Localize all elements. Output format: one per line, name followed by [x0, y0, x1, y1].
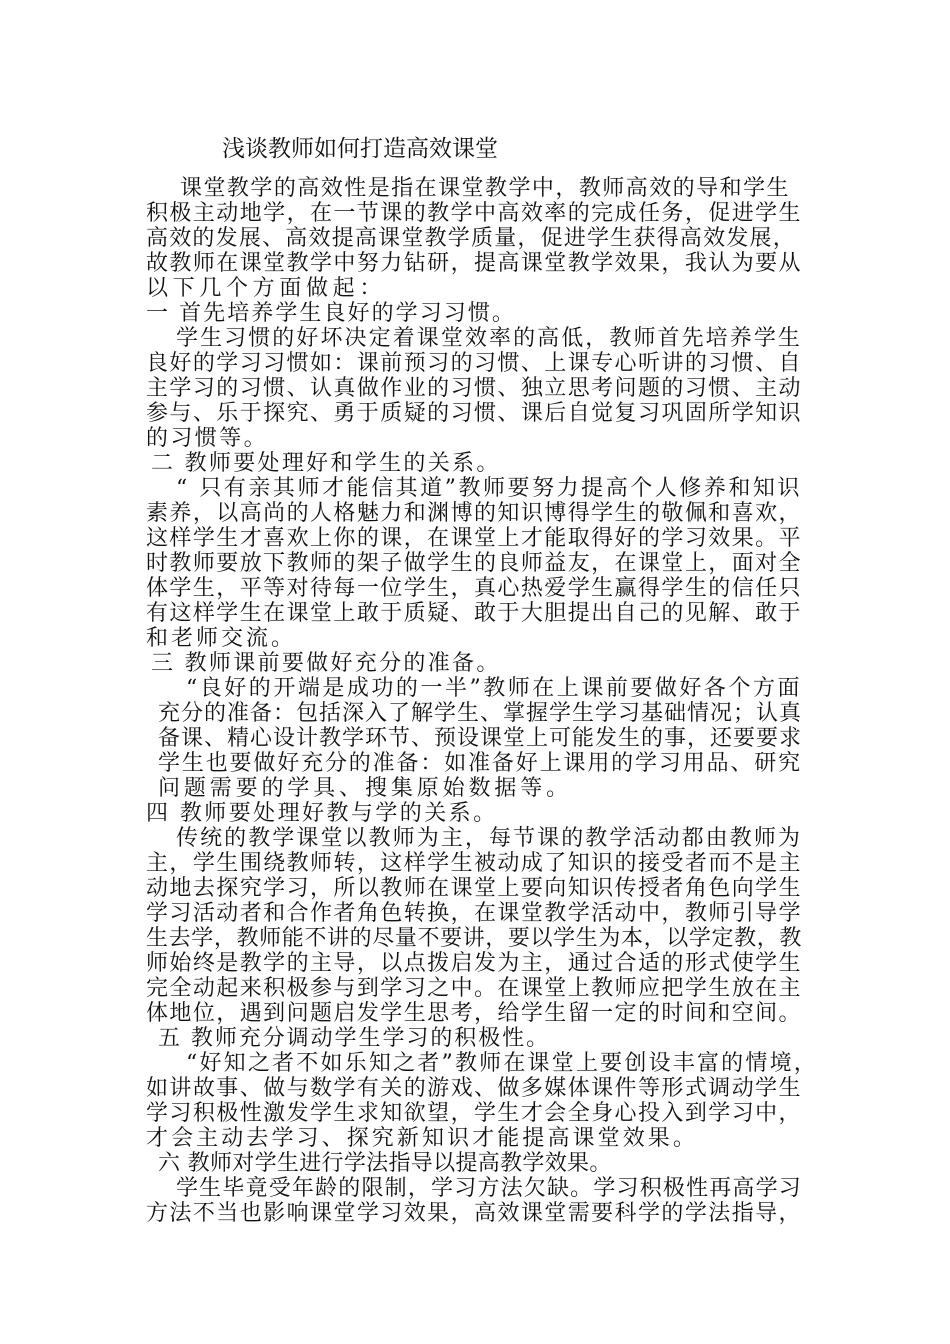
text-line: 学习活动者和合作者角色转换，在课堂教学活动中，教师引导学: [146, 901, 802, 926]
text-line: 和老师交流。: [146, 626, 296, 651]
text-line: 体学生，平等对待每一位学生，真心热爱学生赢得学生的信任只: [146, 576, 802, 601]
text-line: 素养，以高尚的人格魅力和渊博的知识博得学生的敬佩和喜欢，: [146, 501, 802, 526]
text-line: 这样学生才喜欢上你的课，在课堂上才能取得好的学习效果。平: [146, 526, 802, 551]
text-line: 学习积极性激发学生求知欲望，学生才会全身心投入到学习中，: [146, 1101, 802, 1126]
text-line: 积极主动地学，在一节课的教学中高效率的完成任务，促进学生: [146, 201, 802, 226]
text-line: 时教师要放下教师的架子做学生的良师益友，在课堂上，面对全: [146, 551, 802, 576]
text-line: 有这样学生在课堂上敢于质疑、敢于大胆提出自己的见解、敢于: [146, 601, 802, 626]
text-line: 主学习的习惯、认真做作业的习惯、独立思考问题的习惯、主动: [146, 376, 802, 401]
text-line: 以下几个方面做起：: [146, 276, 386, 301]
text-line: 生去学，教师能不讲的尽量不要讲，要以学生为本，以学定教，教: [146, 926, 802, 951]
section-heading: 四 教师要处理好教与学的关系。: [146, 801, 498, 826]
text-line: 课堂教学的高效性是指在课堂教学中，教师高效的导和学生: [180, 176, 790, 201]
section-heading: 二 教师要处理好和学生的关系。: [151, 451, 501, 476]
text-line: 才会主动去学习、探究新知识才能提高课堂效果。: [146, 1126, 698, 1151]
section-heading: 五 教师充分调动学生学习的积极性。: [158, 1026, 551, 1051]
text-line: 良好的学习习惯如：课前预习的习惯、上课专心听讲的习惯、自: [146, 351, 802, 376]
text-line: “ 只有亲其师才能信其道”教师要努力提高个人修养和知识: [176, 476, 802, 501]
text-line: 高效的发展、高效提高课堂教学质量，促进学生获得高效发展，: [146, 226, 796, 251]
text-line: 的习惯等。: [146, 426, 268, 451]
text-line: 故教师在课堂教学中努力钻研，提高课堂教学效果，我认为要从: [146, 251, 802, 276]
text-line: 体地位，遇到问题启发学生思考，给学生留一定的时间和空间。: [146, 1001, 802, 1026]
text-line: 传统的教学课堂以教师为主，每节课的教学活动都由教师为: [176, 826, 802, 851]
text-line: 充分的准备：包括深入了解学生、掌握学生学习基础情况；认真: [158, 701, 802, 726]
text-line: 学生习惯的好坏决定着课堂效率的高低，教师首先培养学生: [176, 326, 802, 351]
text-line: 学生也要做好充分的准备：如准备好上课用的学习用品、研究: [158, 751, 802, 776]
text-line: 完全动起来积极参与到学习之中。在课堂上教师应把学生放在主: [146, 976, 802, 1001]
section-heading: 三 教师课前要做好充分的准备。: [151, 651, 501, 676]
text-line: 师始终是教学的主导，以点拨启发为主，通过合适的形式使学生: [146, 951, 802, 976]
document-title: 浅谈教师如何打造高效课堂: [222, 136, 498, 162]
text-line: 方法不当也影响课堂学习效果，高效课堂需要科学的学法指导，: [146, 1201, 802, 1226]
text-line: 学生毕竟受年龄的限制，学习方法欠缺。学习积极性再高学习: [176, 1176, 802, 1201]
text-line: “良好的开端是成功的一半”教师在上课前要做好各个方面: [186, 676, 802, 701]
text-line: 备课、精心设计教学环节、预设课堂上可能发生的事，还要要求: [158, 726, 802, 751]
text-line: 参与、乐于探究、勇于质疑的习惯、课后自觉复习巩固所学知识: [146, 401, 802, 426]
text-line: 如讲故事、做与数学有关的游戏、做多媒体课件等形式调动学生: [146, 1076, 802, 1101]
text-line: 动地去探究学习，所以教师在课堂上要向知识传授者角色向学生: [146, 876, 802, 901]
text-line: 主，学生围绕教师转，这样学生被动成了知识的接受者而不是主: [146, 851, 802, 876]
text-line: 问题需要的学具、搜集原始数据等。: [158, 776, 572, 801]
text-line: “好知之者不如乐知之者”教师在课堂上要创设丰富的情境，: [186, 1051, 818, 1076]
section-heading: 一 首先培养学生良好的学习习惯。: [146, 301, 516, 326]
section-heading: 六 教师对学生进行学法指导以提高教学效果。: [158, 1151, 612, 1176]
